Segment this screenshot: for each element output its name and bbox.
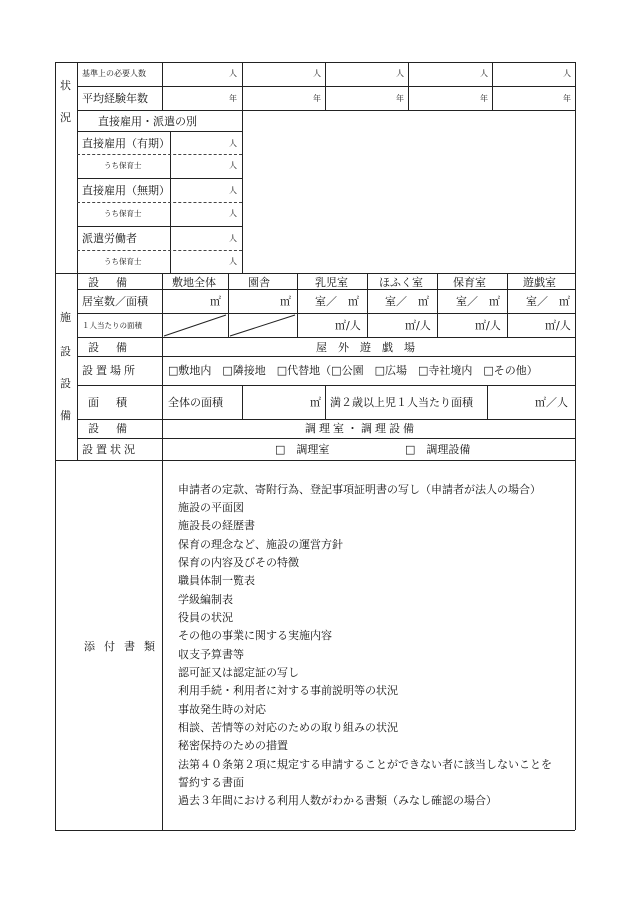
dispatched-nursery-unit: 人 — [229, 257, 237, 266]
required-staff-unit-4: 人 — [480, 69, 488, 78]
room-value-whole-site: ㎡ — [210, 295, 221, 308]
facility-side-label-3: 設 — [60, 377, 71, 390]
attachment-item: 相談、苦情等の対応のための取り組みの状況 — [178, 721, 398, 734]
per-child-area-label: 満２歳以上児１人当たり面積 — [330, 396, 473, 409]
employment-type-header: 直接雇用・派遣の別 — [98, 115, 197, 128]
facility-side-label-4: 備 — [60, 409, 71, 422]
direct-fixed-term-unit: 人 — [229, 139, 237, 148]
outdoor-play-area-title: 屋 外 遊 戯 場 — [316, 341, 415, 354]
per-person-crawling: ㎡/人 — [405, 319, 431, 332]
per-person-nursery: ㎡/人 — [475, 319, 501, 332]
avg-experience-unit-1: 年 — [229, 94, 237, 103]
attachment-item: 職員体制一覧表 — [178, 574, 255, 587]
dispatched-worker-unit: 人 — [229, 234, 237, 243]
room-count-area-label: 居室数／面積 — [82, 295, 148, 308]
direct-indefinite-nursery-unit: 人 — [229, 209, 237, 218]
direct-fixed-term-label: 直接雇用（有期） — [82, 137, 170, 150]
attachments-label: 添付書類 — [84, 640, 164, 653]
direct-indefinite-nursery-label: うち保育士 — [104, 209, 142, 218]
avg-experience-unit-2: 年 — [313, 94, 321, 103]
attachment-item: 施設長の経歴書 — [178, 519, 255, 532]
per-child-area-unit: ㎡／人 — [535, 396, 568, 409]
room-value-infant: 室／ ㎡ — [315, 295, 359, 308]
required-staff-label: 基準上の必要人数 — [82, 69, 146, 78]
required-staff-unit-3: 人 — [396, 69, 404, 78]
attachment-item: 認可証又は認定証の写し — [178, 666, 299, 679]
direct-indefinite-unit: 人 — [229, 186, 237, 195]
avg-experience-unit-3: 年 — [396, 94, 404, 103]
kitchen-equipment-label: 設 備 — [88, 422, 130, 435]
avg-experience-label: 平均経験年数 — [82, 92, 148, 105]
dispatched-worker-label: 派遣労働者 — [82, 232, 137, 245]
attachment-item: 秘密保持のための措置 — [178, 739, 288, 752]
facility-side-label-1: 施 — [60, 311, 71, 324]
attachment-item: 収支予算書等 — [178, 648, 244, 661]
area-label: 面 積 — [88, 396, 130, 409]
attachment-item: 施設の平面図 — [178, 501, 244, 514]
installation-location-options: □敷地内 □隣接地 □代替地（□公園 □広場 □寺社境内 □その他） — [168, 364, 538, 377]
col-playroom: 遊戯室 — [523, 276, 556, 289]
room-value-building: ㎡ — [280, 295, 291, 308]
per-person-area-label: １人当たりの面積 — [82, 321, 142, 330]
total-area-label: 全体の面積 — [168, 396, 223, 409]
attachment-item: 申請者の定款、寄附行為、登記事項証明書の写し（申請者が法人の場合） — [178, 483, 541, 496]
col-nursery-room: 保育室 — [453, 276, 486, 289]
room-value-playroom: 室／ ㎡ — [526, 295, 570, 308]
attachment-item: 学級編制表 — [178, 593, 233, 606]
avg-experience-unit-5: 年 — [563, 94, 571, 103]
kitchen-option-room: □ 調理室 — [275, 443, 330, 456]
na-slash-marks — [162, 313, 297, 337]
col-infant-room: 乳児室 — [315, 276, 348, 289]
facility-side-label-2: 設 — [60, 345, 71, 358]
installation-location-label: 設置場所 — [82, 364, 138, 377]
col-school-building: 園舎 — [248, 276, 270, 289]
direct-fixed-term-nursery-unit: 人 — [229, 161, 237, 170]
status-side-label-1: 状 — [60, 79, 71, 92]
attachment-item: 事故発生時の対応 — [178, 703, 266, 716]
col-whole-site: 敷地全体 — [172, 276, 216, 289]
total-area-unit: ㎡ — [310, 396, 321, 409]
col-crawling-room: ほふく室 — [379, 276, 423, 289]
kitchen-option-equipment: □ 調理設備 — [405, 443, 471, 456]
required-staff-unit-5: 人 — [563, 69, 571, 78]
room-value-crawling: 室／ ㎡ — [385, 295, 429, 308]
avg-experience-unit-4: 年 — [480, 94, 488, 103]
attachment-item: 法第４０条第２項に規定する申請することができない者に該当しないことを — [178, 758, 552, 771]
attachment-item: 利用手続・利用者に対する事前説明等の状況 — [178, 684, 398, 697]
kitchen-status-label: 設置状況 — [82, 443, 138, 456]
dispatched-nursery-label: うち保育士 — [104, 257, 142, 266]
outdoor-equipment-label: 設 備 — [88, 341, 130, 354]
attachment-item: 役員の状況 — [178, 611, 233, 624]
per-person-infant: ㎡/人 — [335, 319, 361, 332]
attachment-item: 保育の内容及びその特徴 — [178, 556, 299, 569]
room-value-nursery: 室／ ㎡ — [456, 295, 500, 308]
attachment-item: その他の事業に関する実施内容 — [178, 629, 332, 642]
required-staff-unit-1: 人 — [229, 69, 237, 78]
status-side-label-2: 況 — [60, 111, 71, 124]
direct-indefinite-label: 直接雇用（無期） — [82, 184, 170, 197]
equipment-header-label: 設 備 — [88, 276, 130, 289]
required-staff-unit-2: 人 — [313, 69, 321, 78]
kitchen-title: 調理室・調理設備 — [305, 422, 417, 435]
per-person-playroom: ㎡/人 — [545, 319, 571, 332]
attachment-item: 保育の理念など、施設の運営方針 — [178, 538, 343, 551]
attachment-item: 過去３年間における利用人数がわかる書類（みなし確認の場合） — [178, 794, 497, 807]
attachment-item: 誓約する書面 — [178, 776, 244, 789]
direct-fixed-term-nursery-label: うち保育士 — [104, 161, 142, 170]
